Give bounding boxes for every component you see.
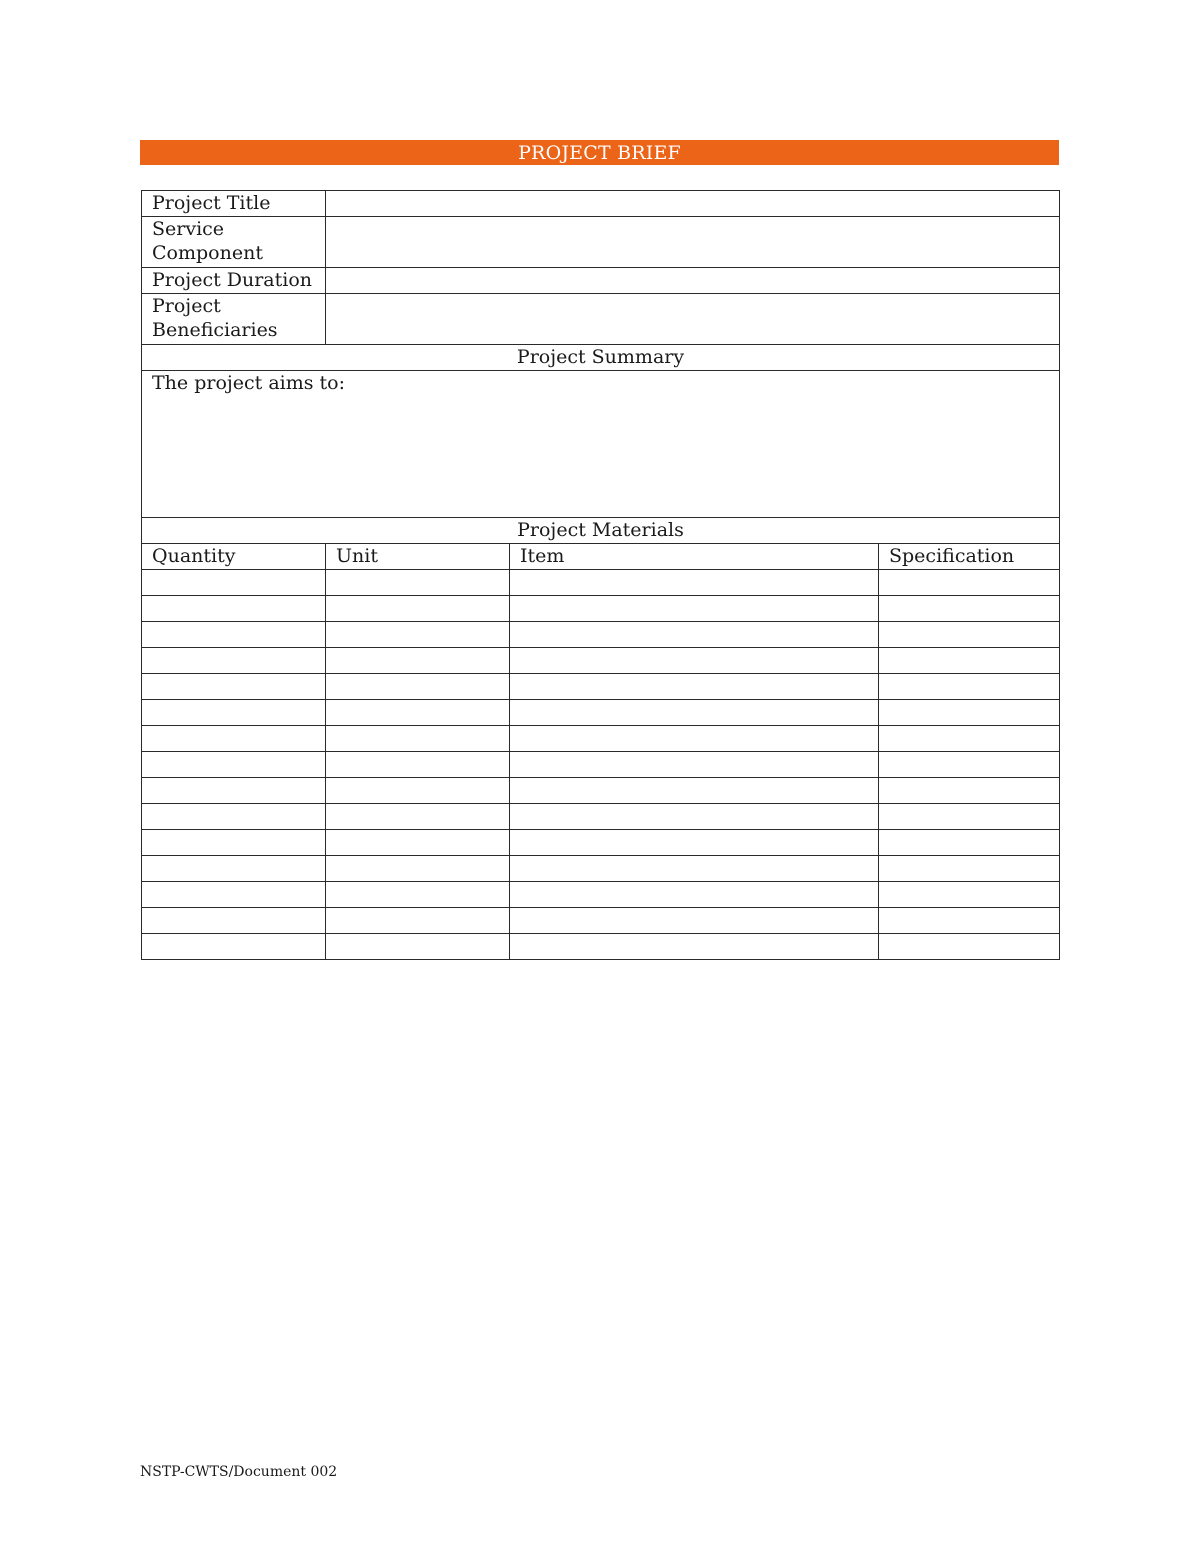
- project-summary-body-row: [142, 371, 1060, 518]
- material-unit-cell[interactable]: [326, 622, 510, 648]
- material-specification-cell[interactable]: [879, 752, 1060, 778]
- column-header-quantity: Quantity: [142, 544, 326, 570]
- material-quantity-cell[interactable]: [142, 778, 326, 804]
- material-quantity-cell[interactable]: [142, 934, 326, 960]
- material-quantity-cell[interactable]: [142, 726, 326, 752]
- project-summary-header: Project Summary: [142, 345, 1060, 371]
- material-unit-cell[interactable]: [326, 934, 510, 960]
- material-item-cell[interactable]: [510, 700, 879, 726]
- table-row: [142, 778, 1060, 804]
- table-row: [142, 596, 1060, 622]
- table-row: [142, 882, 1060, 908]
- material-specification-cell[interactable]: [879, 830, 1060, 856]
- service-component-label-line2: Component: [152, 242, 263, 264]
- project-title-value[interactable]: [326, 191, 1060, 217]
- column-header-specification: Specification: [879, 544, 1060, 570]
- material-unit-cell[interactable]: [326, 700, 510, 726]
- material-specification-cell[interactable]: [879, 648, 1060, 674]
- project-brief-banner: [140, 140, 1059, 165]
- service-component-value[interactable]: [326, 217, 1060, 268]
- material-unit-cell[interactable]: [326, 596, 510, 622]
- project-summary-header-row: [142, 345, 1060, 371]
- material-specification-cell[interactable]: [879, 856, 1060, 882]
- material-specification-cell[interactable]: [879, 622, 1060, 648]
- material-unit-cell[interactable]: [326, 830, 510, 856]
- material-item-cell[interactable]: [510, 778, 879, 804]
- material-quantity-cell[interactable]: [142, 908, 326, 934]
- material-quantity-cell[interactable]: [142, 596, 326, 622]
- service-component-label-line1: Service: [152, 218, 225, 240]
- project-summary-text[interactable]: The project aims to:: [142, 371, 1060, 518]
- material-item-cell[interactable]: [510, 674, 879, 700]
- material-unit-cell[interactable]: [326, 804, 510, 830]
- material-quantity-cell[interactable]: [142, 856, 326, 882]
- material-unit-cell[interactable]: [326, 856, 510, 882]
- material-unit-cell[interactable]: [326, 726, 510, 752]
- table-row: [142, 726, 1060, 752]
- table-row: [142, 622, 1060, 648]
- material-quantity-cell[interactable]: [142, 752, 326, 778]
- material-quantity-cell[interactable]: [142, 830, 326, 856]
- table-row: [142, 648, 1060, 674]
- material-item-cell[interactable]: [510, 882, 879, 908]
- table-row: [142, 700, 1060, 726]
- service-component-row: [142, 217, 1060, 268]
- project-beneficiaries-value[interactable]: [326, 294, 1060, 345]
- material-specification-cell[interactable]: [879, 570, 1060, 596]
- project-beneficiaries-label-line1: Project: [152, 295, 221, 317]
- material-unit-cell[interactable]: [326, 648, 510, 674]
- table-row: [142, 804, 1060, 830]
- material-item-cell[interactable]: [510, 648, 879, 674]
- table-row: [142, 830, 1060, 856]
- project-brief-table: [141, 190, 1060, 960]
- project-beneficiaries-row: [142, 294, 1060, 345]
- materials-column-header-row: [142, 544, 1060, 570]
- material-specification-cell[interactable]: [879, 934, 1060, 960]
- material-item-cell[interactable]: [510, 726, 879, 752]
- material-specification-cell[interactable]: [879, 700, 1060, 726]
- table-row: [142, 934, 1060, 960]
- banner-title: PROJECT BRIEF: [518, 142, 681, 164]
- material-item-cell[interactable]: [510, 856, 879, 882]
- material-unit-cell[interactable]: [326, 882, 510, 908]
- material-item-cell[interactable]: [510, 752, 879, 778]
- material-unit-cell[interactable]: [326, 778, 510, 804]
- project-title-label: Project Title: [142, 191, 326, 217]
- project-title-row: [142, 191, 1060, 217]
- project-duration-row: [142, 268, 1060, 294]
- material-specification-cell[interactable]: [879, 804, 1060, 830]
- material-specification-cell[interactable]: [879, 778, 1060, 804]
- table-row: [142, 674, 1060, 700]
- table-row: [142, 570, 1060, 596]
- material-quantity-cell[interactable]: [142, 648, 326, 674]
- document-footer: NSTP-CWTS/Document 002: [140, 1464, 338, 1480]
- material-quantity-cell[interactable]: [142, 882, 326, 908]
- material-quantity-cell[interactable]: [142, 570, 326, 596]
- table-row: [142, 908, 1060, 934]
- table-row: [142, 752, 1060, 778]
- material-item-cell[interactable]: [510, 934, 879, 960]
- material-specification-cell[interactable]: [879, 908, 1060, 934]
- material-specification-cell[interactable]: [879, 882, 1060, 908]
- material-specification-cell[interactable]: [879, 596, 1060, 622]
- project-beneficiaries-label-line2: Beneficiaries: [152, 319, 278, 341]
- column-header-item: Item: [510, 544, 879, 570]
- material-quantity-cell[interactable]: [142, 804, 326, 830]
- material-item-cell[interactable]: [510, 804, 879, 830]
- material-specification-cell[interactable]: [879, 726, 1060, 752]
- table-row: [142, 856, 1060, 882]
- material-item-cell[interactable]: [510, 596, 879, 622]
- material-item-cell[interactable]: [510, 570, 879, 596]
- material-quantity-cell[interactable]: [142, 700, 326, 726]
- material-item-cell[interactable]: [510, 908, 879, 934]
- project-duration-value[interactable]: [326, 268, 1060, 294]
- material-unit-cell[interactable]: [326, 674, 510, 700]
- project-materials-header: Project Materials: [142, 518, 1060, 544]
- material-unit-cell[interactable]: [326, 908, 510, 934]
- project-beneficiaries-label: [142, 294, 326, 345]
- service-component-label: [142, 217, 326, 268]
- material-unit-cell[interactable]: [326, 570, 510, 596]
- material-specification-cell[interactable]: [879, 674, 1060, 700]
- material-quantity-cell[interactable]: [142, 674, 326, 700]
- project-materials-header-row: [142, 518, 1060, 544]
- material-item-cell[interactable]: [510, 830, 879, 856]
- material-quantity-cell[interactable]: [142, 622, 326, 648]
- material-unit-cell[interactable]: [326, 752, 510, 778]
- material-item-cell[interactable]: [510, 622, 879, 648]
- column-header-unit: Unit: [326, 544, 510, 570]
- project-duration-label: Project Duration: [142, 268, 326, 294]
